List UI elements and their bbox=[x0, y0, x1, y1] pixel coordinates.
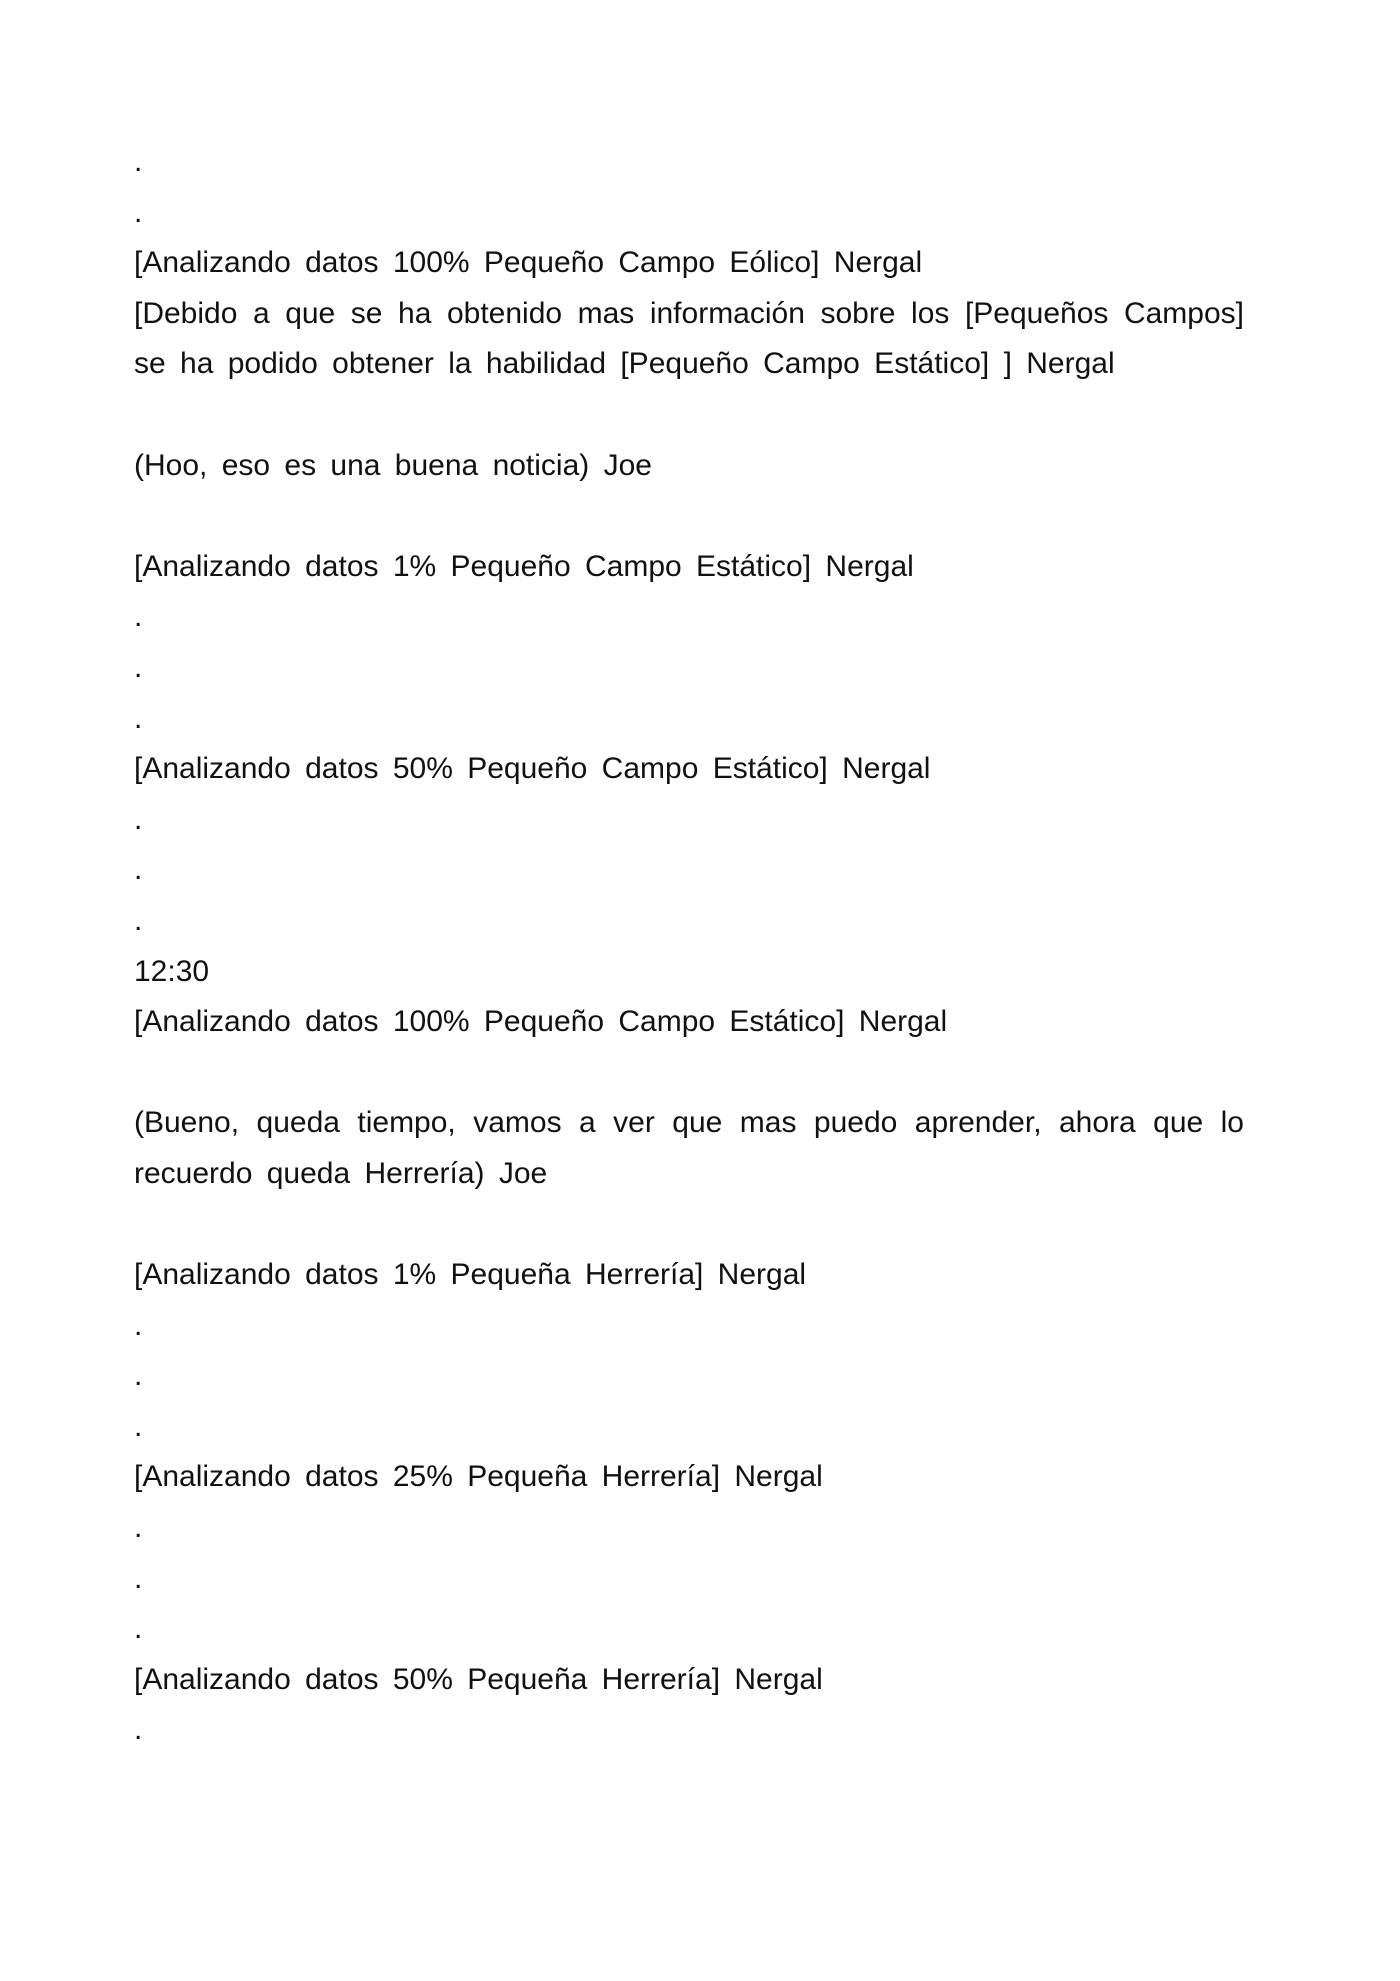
dialogue-line: (Hoo, eso es una buena noticia) Joe bbox=[134, 448, 652, 482]
system-message: [Analizando datos 1% Pequeño Campo Estático] Nergal bbox=[134, 549, 914, 583]
timestamp: 12:30 bbox=[134, 954, 210, 988]
ellipsis-dot: . bbox=[134, 1511, 143, 1545]
blank-line bbox=[134, 1048, 1244, 1099]
ellipsis-dot: . bbox=[134, 1359, 143, 1393]
ellipsis-dot: . bbox=[134, 1561, 143, 1595]
system-message: [Analizando datos 25% Pequeña Herrería] Nergal bbox=[134, 1460, 823, 1494]
blank-line bbox=[134, 1199, 1244, 1250]
system-message: [Debido a que se ha obtenido mas información sobre los [Pequeños Campos] se ha podido obtener la habilidad [Pequeño Campo Estático] ] Nergal bbox=[134, 296, 1244, 381]
blank-line bbox=[134, 390, 1244, 441]
ellipsis-dot: . bbox=[134, 903, 143, 937]
ellipsis-dot: . bbox=[134, 802, 143, 836]
ellipsis-dot: . bbox=[134, 1409, 143, 1443]
system-message: [Analizando datos 50% Pequeño Campo Estático] Nergal bbox=[134, 752, 931, 786]
ellipsis-dot: . bbox=[134, 853, 143, 887]
ellipsis-dot: . bbox=[134, 650, 143, 684]
ellipsis-dot: . bbox=[134, 600, 143, 634]
ellipsis-dot: . bbox=[134, 1612, 143, 1646]
ellipsis-dot: . bbox=[134, 1308, 143, 1342]
ellipsis-dot: . bbox=[134, 145, 143, 178]
system-message: [Analizando datos 100% Pequeño Campo Estático] Nergal bbox=[134, 1005, 948, 1039]
ellipsis-dot: . bbox=[134, 195, 143, 229]
system-message: [Analizando datos 1% Pequeña Herrería] Nergal bbox=[134, 1258, 807, 1292]
document-page bbox=[134, 137, 1244, 1756]
blank-line bbox=[134, 491, 1244, 542]
dialogue-line: (Bueno, queda tiempo, vamos a ver que mas puedo aprender, ahora que lo recuerdo queda Herrería) Joe bbox=[134, 1106, 1244, 1190]
system-message: [Analizando datos 100% Pequeño Campo Eólico] Nergal bbox=[134, 246, 923, 280]
ellipsis-dot: . bbox=[134, 1713, 143, 1747]
system-message: [Analizando datos 50% Pequeña Herrería] Nergal bbox=[134, 1662, 823, 1696]
ellipsis-dot: . bbox=[134, 701, 143, 735]
